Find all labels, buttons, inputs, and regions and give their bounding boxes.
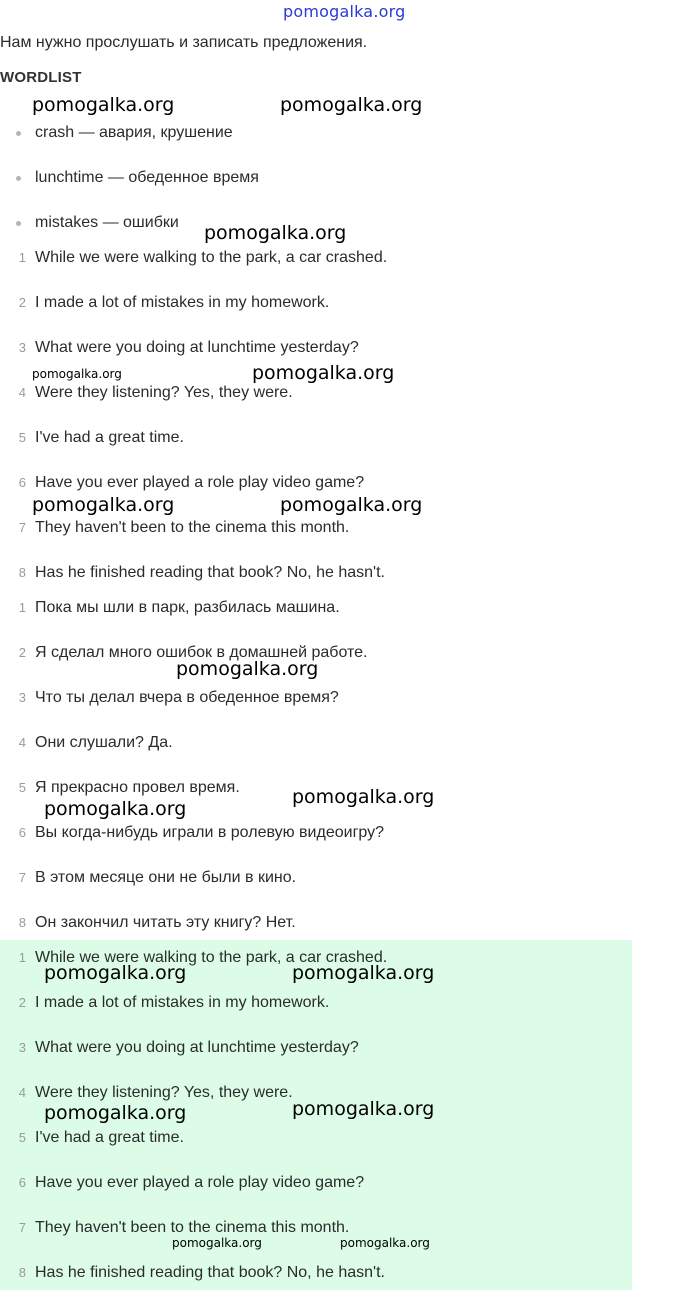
watermark: pomogalka.org — [44, 798, 187, 820]
sentence-text: Он закончил читать эту книгу? Нет. — [35, 914, 296, 931]
sentence-text: Вы когда-нибудь играли в ролевую видеоигру? — [35, 824, 385, 841]
sentence-text: While we were walking to the park, a car crashed. — [35, 249, 388, 266]
watermark: pomogalka.org — [44, 962, 187, 984]
intro-text: Нам нужно прослушать и записать предложения. — [0, 34, 368, 51]
sentence-number: 8 — [18, 565, 26, 580]
site-link[interactable]: pomogalka.org — [283, 2, 406, 21]
watermark: pomogalka.org — [280, 494, 423, 516]
watermark: pomogalka.org — [292, 962, 435, 984]
watermark: pomogalka.org — [292, 786, 435, 808]
sentence-number: 6 — [18, 475, 26, 490]
sentence-number: 4 — [18, 385, 26, 400]
wordlist-item-text: crash — авария, крушение — [35, 124, 233, 141]
sentence-number: 5 — [18, 430, 26, 445]
bullet-icon — [16, 221, 21, 226]
sentence-text: Что ты делал вчера в обеденное время? — [35, 689, 339, 706]
answer-text: Were they listening? Yes, they were. — [35, 1084, 293, 1101]
answer-text: What were you doing at lunchtime yesterday? — [35, 1039, 359, 1056]
watermark: pomogalka.org — [32, 494, 175, 516]
wordlist-heading: WORDLIST — [0, 69, 82, 86]
watermark: pomogalka.org — [292, 1098, 435, 1120]
sentence-text: Have you ever played a role play video game? — [35, 474, 365, 491]
answer-number: 3 — [18, 1040, 26, 1055]
answer-text: While we were walking to the park, a car crashed. — [35, 949, 388, 966]
sentence-text: What were you doing at lunchtime yesterday? — [35, 339, 359, 356]
answer-number: 4 — [18, 1085, 26, 1100]
answer-text: I've had a great time. — [35, 1129, 184, 1146]
sentence-number: 6 — [18, 825, 26, 840]
watermark: pomogalka.org — [280, 94, 423, 116]
sentence-text: Пока мы шли в парк, разбилась машина. — [35, 599, 340, 616]
bullet-icon — [16, 131, 21, 136]
sentence-text: Has he finished reading that book? No, he hasn't. — [35, 564, 385, 581]
watermark: pomogalka.org — [252, 362, 395, 384]
watermark: pomogalka.org — [176, 658, 319, 680]
sentence-text: В этом месяце они не были в кино. — [35, 869, 297, 886]
sentence-text: Я сделал много ошибок в домашней работе. — [35, 644, 368, 661]
bullet-icon — [16, 176, 21, 181]
answer-number: 5 — [18, 1130, 26, 1145]
answer-text: They haven't been to the cinema this month. — [35, 1219, 350, 1236]
watermark: pomogalka.org — [340, 1236, 430, 1250]
answer-number: 6 — [18, 1175, 26, 1190]
watermark: pomogalka.org — [32, 367, 122, 381]
watermark: pomogalka.org — [204, 222, 347, 244]
sentence-text: Я прекрасно провел время. — [35, 779, 240, 796]
sentence-number: 8 — [18, 915, 26, 930]
answer-number: 8 — [18, 1265, 26, 1280]
sentence-number: 7 — [18, 870, 26, 885]
sentence-number: 3 — [18, 340, 26, 355]
answer-number: 7 — [18, 1220, 26, 1235]
sentence-number: 2 — [18, 295, 26, 310]
wordlist-item-text: lunchtime — обеденное время — [35, 169, 259, 186]
sentence-number: 3 — [18, 690, 26, 705]
sentence-number: 4 — [18, 735, 26, 750]
watermark: pomogalka.org — [172, 1236, 262, 1250]
sentence-text: I made a lot of mistakes in my homework. — [35, 294, 330, 311]
sentence-number: 5 — [18, 780, 26, 795]
answer-text: Have you ever played a role play video game? — [35, 1174, 365, 1191]
sentence-text: Were they listening? Yes, they were. — [35, 384, 293, 401]
watermark: pomogalka.org — [44, 1102, 187, 1124]
sentence-number: 1 — [18, 600, 26, 615]
watermark: pomogalka.org — [32, 94, 175, 116]
answer-number: 1 — [18, 950, 26, 965]
wordlist-item-text: mistakes — ошибки — [35, 214, 179, 231]
answer-number: 2 — [18, 995, 26, 1010]
sentence-text: Они слушали? Да. — [35, 734, 173, 751]
sentence-number: 7 — [18, 520, 26, 535]
answer-text: I made a lot of mistakes in my homework. — [35, 994, 330, 1011]
sentence-text: I've had a great time. — [35, 429, 184, 446]
sentence-number: 1 — [18, 250, 26, 265]
answer-text: Has he finished reading that book? No, he hasn't. — [35, 1264, 385, 1281]
sentence-number: 2 — [18, 645, 26, 660]
sentence-text: They haven't been to the cinema this month. — [35, 519, 350, 536]
